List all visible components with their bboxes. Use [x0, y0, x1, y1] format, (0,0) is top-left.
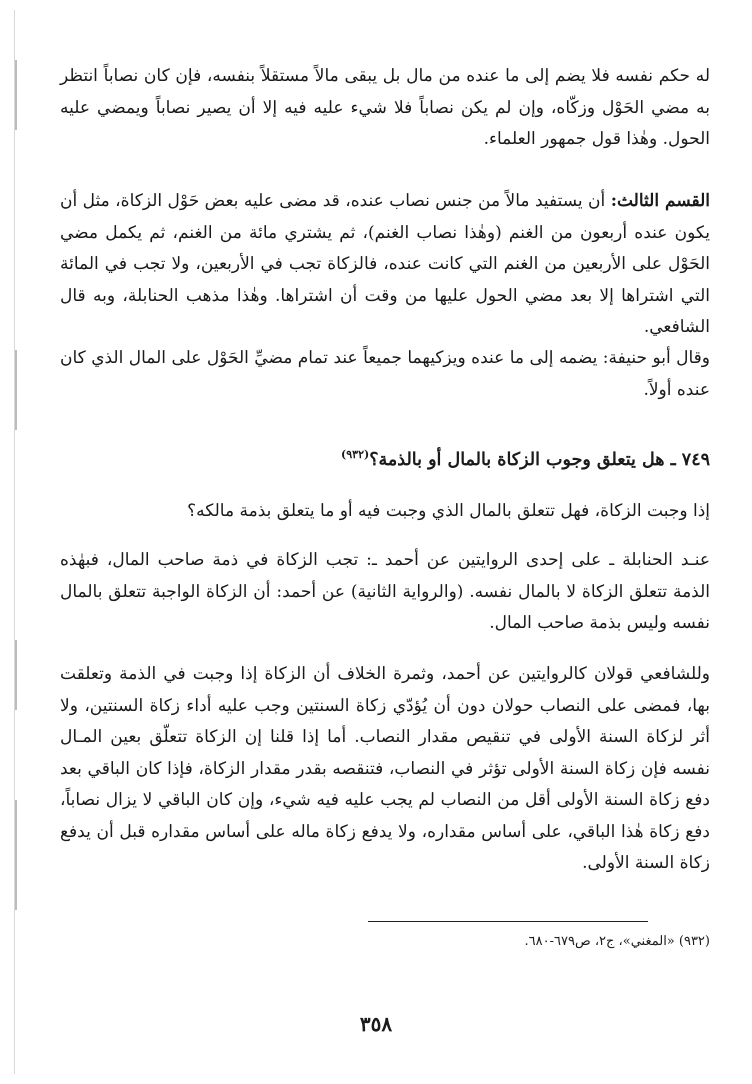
paragraph-continuation: له حكم نفسه فلا يضم إلى ما عنده من مال بل يبقى مالاً مستقلاً بنفسه، فإن كان نصاباً انتظر به مضي الحَوْل وزكّاه، وإن لم يكن نصاباً فلا شيء عليه فيه إلا أن يصير نصاباً ويمضي عليه الحول. وهٰذا قول جمهور العلماء. — [60, 66, 710, 149]
heading-text: ٧٤٩ ـ هل يتعلق وجوب الزكاة بالمال أو بالذمة؟ — [369, 449, 710, 470]
scan-mark — [15, 350, 17, 430]
footnote-divider — [368, 921, 648, 922]
scan-mark — [15, 800, 17, 910]
paragraph-shafii: وللشافعي قولان كالروايتين عن أحمد، وثمرة الخلاف أن الزكاة إذا وجبت في الذمة وتعلقت بها، فمضى على النصاب حولان دون أن يُؤدّي زكاة السنتين وجب عليه أداء زكاة السنتين، ولا أثر لزكاة السنة الأولى في تنقيص مقدار النصاب. أما إذا قلنا إن الزكاة تتعلّق بعين المـال نفسه فإن زكاة السنة الأولى تؤثر في النصاب، فتنقصه بقدر مقدار الزكاة، فإذا كان الباقي بعد دفع زكاة السنة الأولى أقل من النصاب لم يجب عليه فيه شيء، وإن كان الباقي لا يزال نصاباً، دفع زكاة هٰذا الباقي، على أساس مقداره، ولا يدفع زكاة ماله على أساس مقداره قبل أن يدفع زكاة السنة الأولى. — [60, 664, 710, 873]
section-heading — [60, 440, 710, 475]
paragraph-question: إذا وجبت الزكاة، فهل تتعلق بالمال الذي وجبت فيه أو ما يتعلق بذمة مالكه؟ — [187, 501, 710, 521]
scan-edge-line — [14, 10, 15, 1074]
scan-mark — [15, 60, 17, 130]
section-body-text: أن يستفيد مالاً من جنس نصاب عنده، قد مضى عليه بعض حَوْل الزكاة، مثل أن يكون عنده أربعون من الغنم (وهٰذا نصاب الغنم)، ثم يشتري مائة من الغنم، ثم يكمل مضي الحَوْل على الأربعين من الغنم التي كانت عنده، فالزكاة تجب في الأربعين، ولا تجب في المائة التي اشتراها إلا بعد مضي الحول عليها من وقت أن اشتراها. وهٰذا مذهب الحنابلة، وبه قال الشافعي. — [60, 191, 710, 337]
scan-mark — [15, 640, 17, 710]
page-number: ٣٥٨ — [359, 1012, 393, 1036]
section-lead-label: القسم الثالث: — [610, 191, 710, 211]
paragraph-hanbali: عنـد الحنابلة ـ على إحدى الروايتين عن أحمد ـ: تجب الزكاة في ذمة صاحب المال، فبهٰذه الذمة تتعلق الزكاة لا بالمال نفسه. (والرواية الثانية) عن أحمد: أن الزكاة الواجبة تتعلق بالمال نفسه وليس بذمة صاحب المال. — [60, 550, 710, 633]
paragraph-abu-hanifa: وقال أبو حنيفة: يضمه إلى ما عنده ويزكيهما جميعاً عند تمام مضيِّ الحَوْل على المال الذي كان عنده أولاً. — [60, 348, 710, 400]
footnote: (٩٣٢) «المغني»، ج٢، ص٦٧٩-٦٨٠. — [524, 934, 710, 949]
footnote-reference: (٩٣٢) — [341, 448, 370, 461]
paragraph-third-section — [60, 186, 710, 344]
